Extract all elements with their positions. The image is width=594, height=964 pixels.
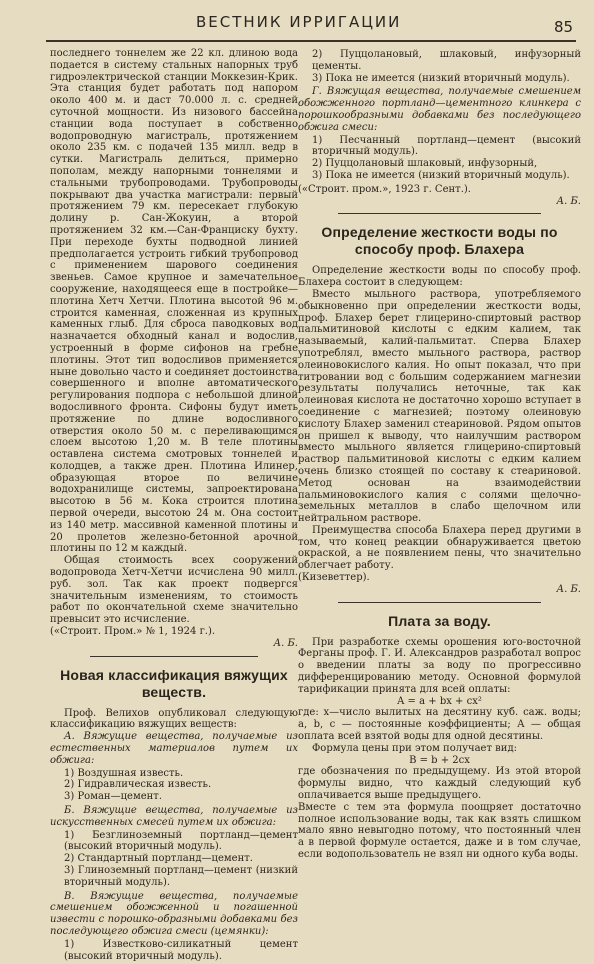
list-item: 3) Роман—цемент. — [64, 791, 163, 803]
article-author: А. Б. — [273, 637, 298, 649]
classification-heading: Новая классификация вяжущих веществ. — [60, 666, 288, 700]
list-item: 3) Глиноземный портланд—цемент (низкий вторичный модуль). — [64, 865, 298, 888]
article-divider — [338, 602, 541, 603]
group-g-list — [298, 135, 581, 182]
group-a-title: А. Вяжущие вещества, получаемые из естественных материалов путем их обжига: — [50, 731, 298, 766]
classification-author: А. Б. — [556, 195, 581, 207]
list-item: 2) Пуццолановый шлаковый, инфузорный, — [312, 158, 538, 170]
page-number: 85 — [554, 18, 574, 36]
list-item: 3) Пока не имеется (низкий вторичный модуль). — [312, 169, 570, 181]
list-item: 1) Воздушная известь. — [64, 767, 184, 779]
article-source: («Строит. Пром.» № 1, 1924 г.). — [50, 626, 216, 638]
article-divider — [338, 213, 541, 214]
running-header — [196, 12, 496, 42]
journal-title: ВЕСТНИК ИРРИГАЦИИ — [196, 13, 402, 31]
group-b-title: Б. Вяжущие вещества, получаемые из искусственных смесей путем их обжига: — [50, 805, 298, 828]
list-item: 2) Пуццолановый, шлаковый, инфузорный цементы. — [312, 49, 581, 72]
formula-total-payment: A = a + bx + cx² — [397, 695, 482, 707]
group-v-list — [50, 939, 298, 963]
article-continued-text: последнего тоннелем же 22 кл. длиною вода подается в систему стальных напорных труб гидроэлектрической станции Моккезин-Крик. Эта станция будет работать под напором около 400 м. и даст 70.000 л. с. средней суточной мощности. Из низового бассейна станции вода поступает в собственно водопроводную магистраль, протяжением около 235 км. с подачей 135 милл. ведр в сутки. Магистраль делиться, примерно пополам, между напорными тоннелями и стальными трубопроводами. Трубопроводы покрывают два участка магистрали: первый протяжением 79 км. пересекает глубокую долину р. Сан-Жокуин, а второй протяжением 32 км.—Сан-Франциску бухту. При переходе бухты подводной линией предполагается устроить гибкий трубопровод с применением шарового соединения звеньев. Самое крупное и замечательное сооружение, находящееся еще в постройке—плотина Хетч Хетчи. Плотина высотой 96 м. строится каменная, сложенная из крупных каменных глыб. Для сброса паводковых вод назначается обходный канал и водослив, устроенный в форме сифонов на гребне плотины. Этот тип водосливов применяется ныне довольно часто и соединяет достоинства совершенного и вполне автоматического регулирования подпора с небольшой длиной водосливного фронта. Сифоны будут иметь протяжение по длине водосливного отверстия около 50 м. с переливающимся слоем высотою 1,20 м. В теле плотины оставлена система смотровых тоннелей и колодцев, а также дрен. Плотина Илинер, образующая второе по величине водохранилище системы, запроектирована высотою в 56 м. Кока строится плотина первой очереди, высотою 24 м. Она состоит из 140 метр. массивной каменной плотины и 20 пролетов железно-бетонной арочной плотины по 12 м каждый. — [50, 48, 298, 555]
hardness-method: Вместо мыльного раствора, употребляемого обыкновенно при определении жесткости воды, проф. Блахер берет глицерино-спиртовый раствор пальмитиновой кислоты с едким калием, так называемый, калий-пальмитат. Сперва Блахер употреблял, вместо мыльного раствора, раствор олеиновокислого калия. Но опыт показал, что при титровании вод с большим содержанием магнезии результаты получались неточные, так как олеиновая кислота не достаточно хорошо вступает в соединение с магнезией; поэтому олеиновую кислоту Блахер заменил стеариновой. Рядом опытов он пришел к выводу, что наилучшим раствором вместо мыльного является глицерино-спиртовый раствор пальмитиновой кислоты с едким калием очень близко стоящей по составу к стеариновой. Метод основан на взаимодействии пальминовокислого калия с солями щелочно-земельных металлов в слабо щелочном или нейтральном растворе. — [298, 288, 581, 525]
article-divider — [90, 656, 258, 657]
hardness-source: (Кизеветтер). — [298, 572, 370, 584]
classification-source: («Строит. пром.», 1923 г. Сент.). — [298, 183, 471, 195]
classification-intro: Проф. Велихов опубликовал следующую классификацию вяжущих веществ: — [50, 707, 298, 731]
article-cost-paragraph: Общая стоимость всех сооружений водопровода Хетч-Хетчи исчислена 90 милл. руб. зол. Так как проект подвергся значительным изменениям, то стоимость работ по окончательной схеме значительно превысит это исчисление. — [50, 555, 298, 626]
hardness-advantages: Преимущества способа Блахера перед другими в том, что конец реакции обнаруживается цветою окраской, а не появлением пены, что значительно облегчает работу. — [298, 524, 581, 572]
group-g-title: Г. Вяжущая вещества, получаемые смешением обожженного портланд—цементного клинкера с порошкообразными добавками без последующего обжига смеси: — [298, 86, 581, 133]
hardness-heading: Определение жесткости воды по способу проф. Блахера — [321, 224, 558, 258]
list-item: 2) Стандартный портланд—цемент. — [64, 853, 253, 865]
price-formula-intro: Формула цены при этом получает вид: — [312, 742, 517, 754]
left-column — [50, 48, 298, 964]
right-column — [298, 48, 581, 861]
list-item: 1) Безглиноземный портланд—цемент (высокий вторичный модуль). — [64, 829, 298, 853]
list-item: 3) Пока не имеется (низкий вторичный модуль). — [312, 72, 570, 84]
hardness-intro: Определение жесткости воды по способу проф. Блахера состоит в следующем: — [298, 265, 581, 289]
list-item: 2) Гидравлическая известь. — [64, 779, 212, 791]
water-fee-heading: Плата за воду. — [388, 612, 491, 629]
group-a-list — [50, 768, 298, 803]
group-v-list-continued — [298, 49, 581, 84]
group-b-list — [50, 830, 298, 889]
water-fee-conclusion: Вместе с тем эта формула поощряет достаточно полное использование воды, так как взять слишком мало явно невыгодно потому, что постоянный член a в первой формуле остается, даже и в том случае, если водопользователь не взял ни одного куба воды. — [298, 801, 581, 861]
water-fee-intro: При разработке схемы орошения юго-восточной Ферганы проф. Г. И. Александров разработал вопрос о введении платы за воду по прогрессивно дифференцированию методу. Основной формулой тарификации принята для всей оплаты: — [298, 636, 581, 695]
group-v-title: В. Вяжущие вещества, получаемые смешением обожженной и погашенной извести с порошко-образными добавками без последующего обжига смеси (цемянки): — [50, 890, 298, 937]
header-rule — [46, 40, 576, 42]
formula-price: B = b + 2cx — [409, 754, 470, 766]
list-item: 1) Песчанный портланд—цемент (высокий вторичный модуль). — [312, 134, 581, 158]
hardness-author: А. Б. — [556, 583, 581, 595]
list-item: 1) Известково-силикатный цемент (высокий вторичный модуль). — [64, 938, 298, 962]
price-formula-explanation: где обозначения по предыдущему. Из этой второй формулы видно, что каждый следующий куб оплачивается выше предыдущего. — [298, 766, 581, 802]
formula-legend: где: x—число вылитых на десятину куб. саж. воды; a, b, c — постоянные коэффициенты; A — общая оплата всей взятой воды для одной десятины. — [298, 707, 581, 743]
